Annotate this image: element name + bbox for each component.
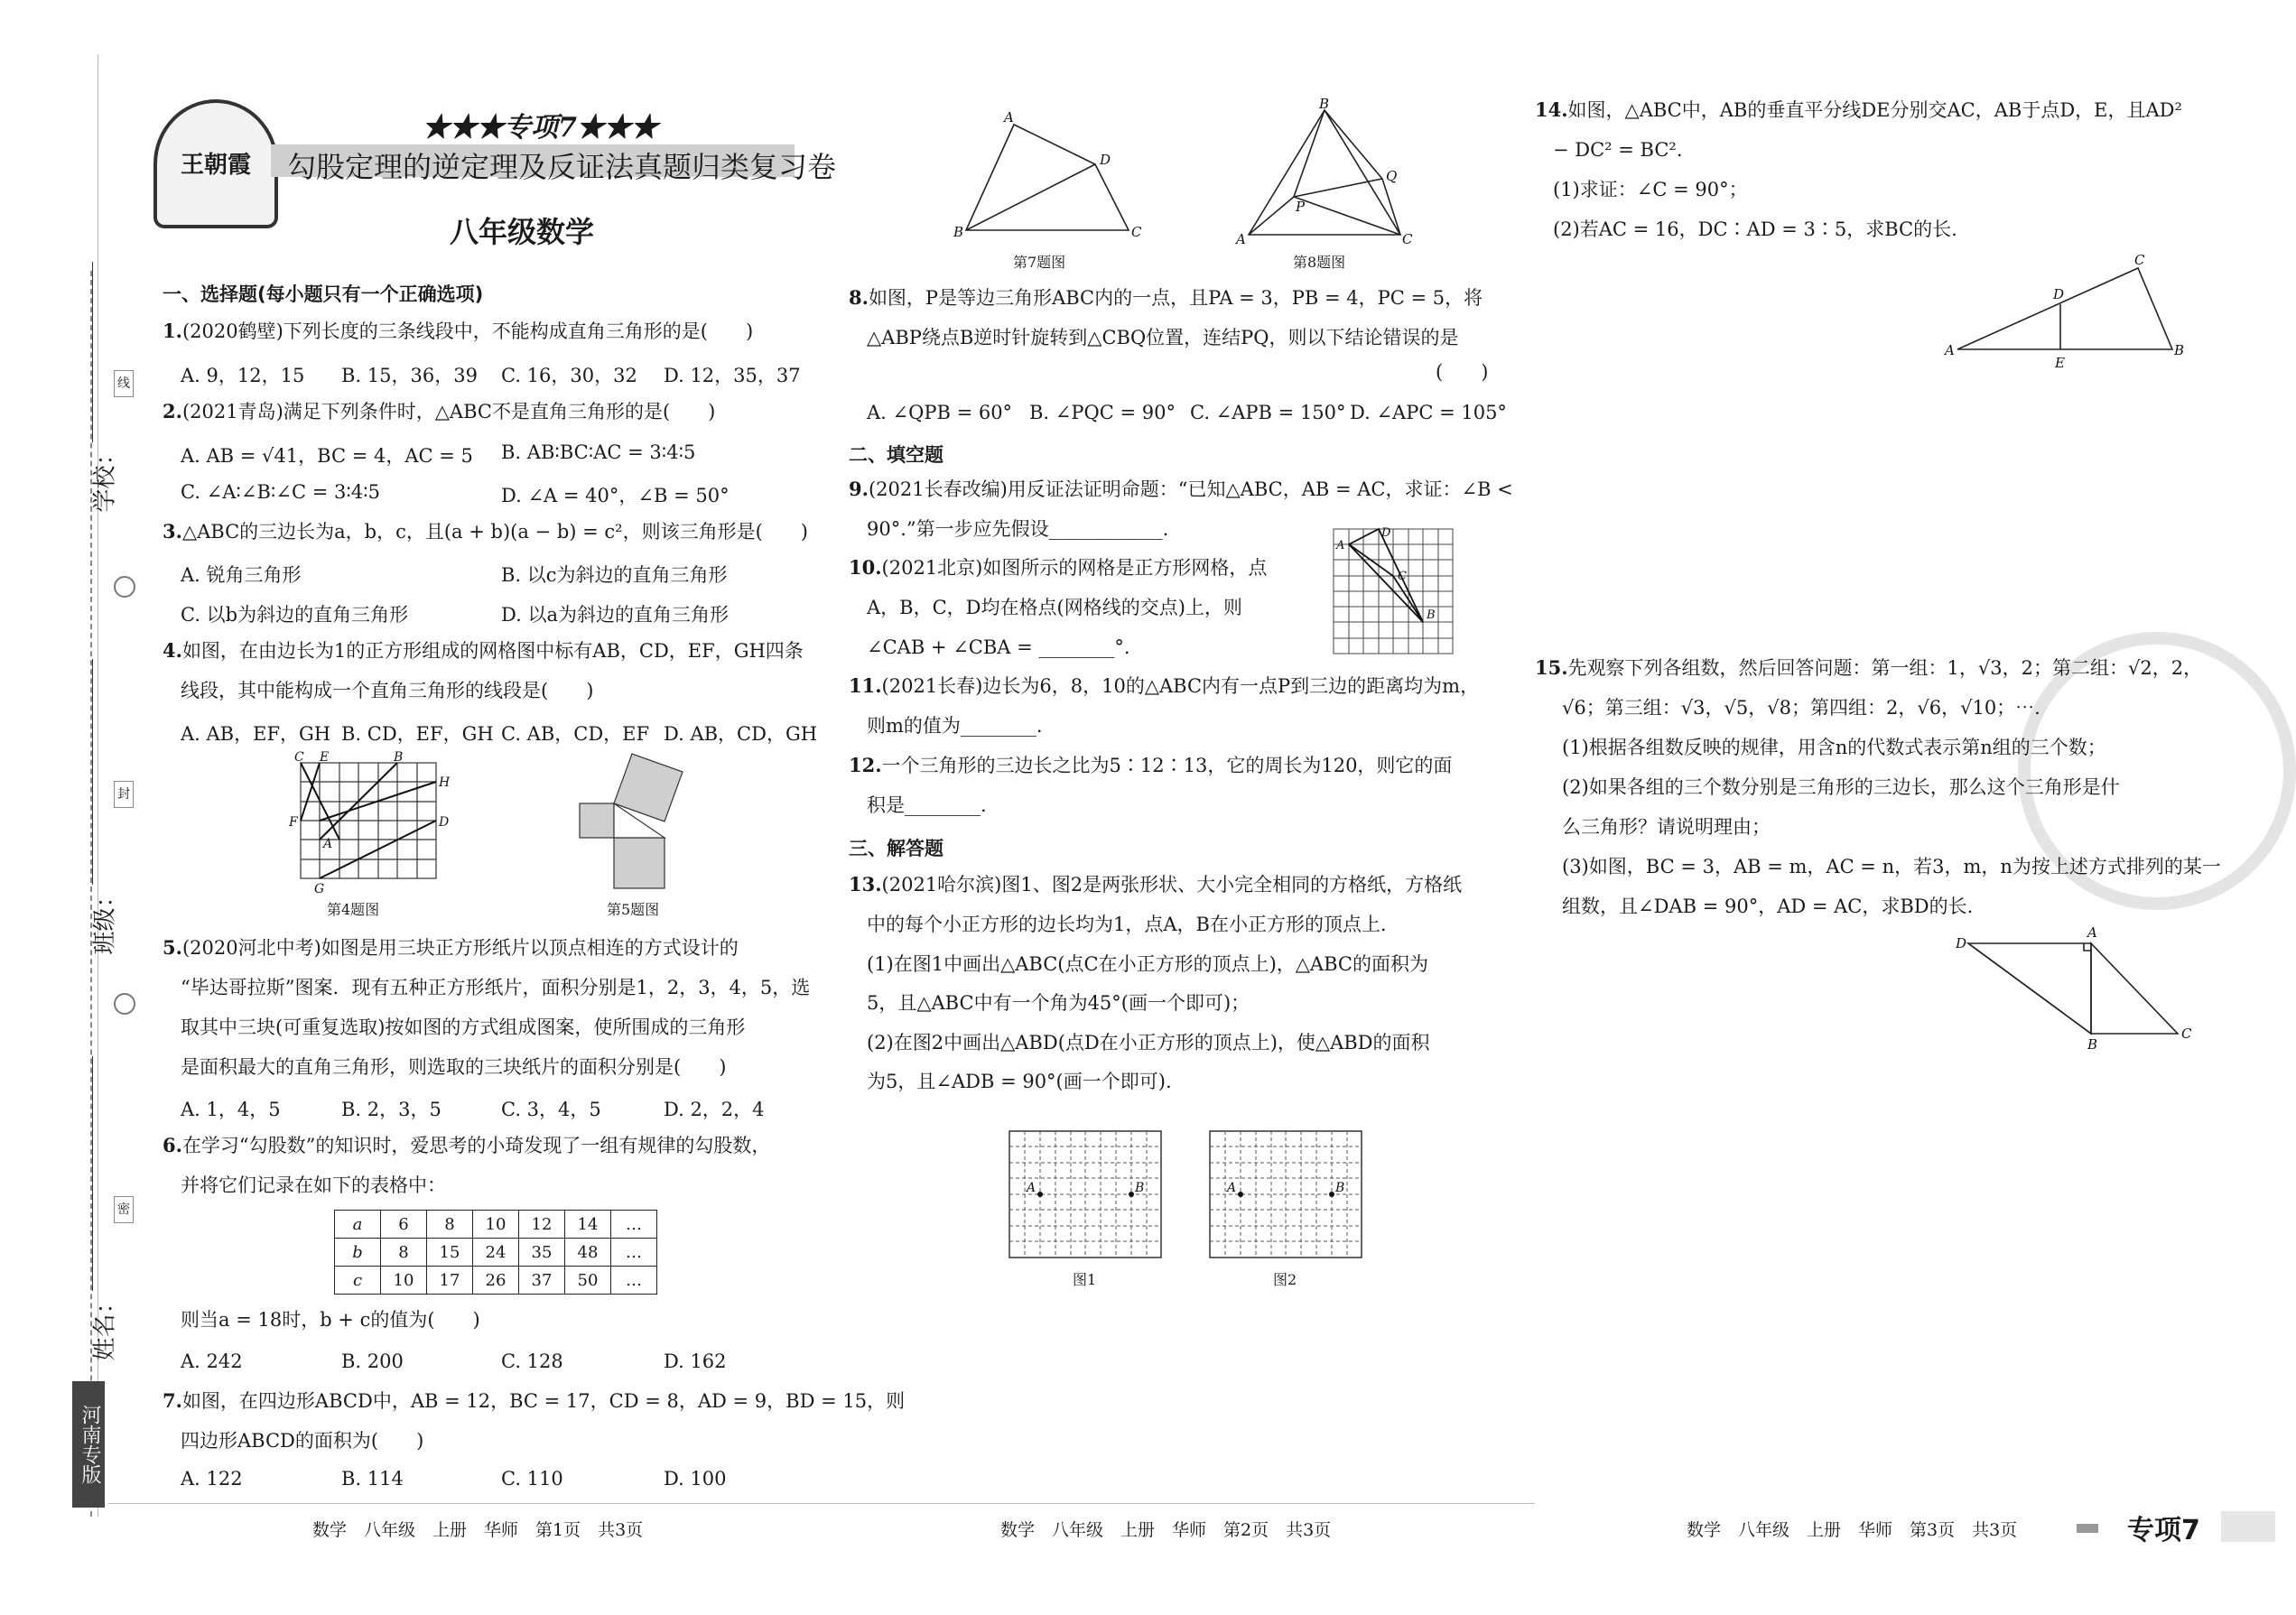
corner-tab — [2221, 1511, 2275, 1542]
figure-10-grid — [1327, 524, 1463, 659]
figure-5-caption: 第5题图 — [607, 901, 660, 918]
svg-text:A: A — [1945, 342, 1955, 358]
question-15-part3: (3)如图，BC = 3，AB = m，AC = n，若3，m，n为按上述方式排列的某一 — [1562, 856, 2221, 877]
binding-hole-icon — [114, 993, 135, 1015]
question-7: 7.如图，在四边形ABCD中，AB = 12，BC = 17，CD = 8，AD = 9，BD = 15，则 — [163, 1389, 906, 1412]
option-b[interactable]: B. ∠PQC = 90° — [1029, 402, 1176, 423]
question-13-line6: 为5，且∠ADB = 90°(画一个即可). — [867, 1071, 1172, 1092]
figure-4-caption: 第4题图 — [327, 901, 380, 918]
figure-14-triangle — [1941, 252, 2194, 375]
svg-text:C: C — [2181, 1026, 2192, 1042]
gutter-mark-seal: 封 — [114, 781, 134, 808]
svg-text:C: C — [2134, 252, 2145, 268]
question-15-part2-line2: 么三角形？请说明理由； — [1562, 816, 1771, 838]
option-c[interactable]: C. 16，30，32 — [501, 365, 637, 386]
svg-text:B: B — [953, 224, 964, 240]
class-field[interactable] — [92, 659, 93, 885]
question-13: 13.(2021哈尔滨)图1、图2是两张形状、大小完全相同的方格纸，方格纸 — [849, 873, 1463, 896]
question-14-part1: (1)求证：∠C = 90°； — [1553, 179, 1748, 200]
svg-text:B: B — [1335, 1181, 1345, 1195]
question-10-line2: A，B，C，D均在格点(网格线的交点)上，则 — [867, 597, 1242, 618]
school-label: 学校： — [91, 441, 119, 513]
question-9: 9.(2021长春改编)用反证法证明命题：“已知△ABC，AB = AC，求证：∠B < — [849, 478, 1513, 500]
question-10-line3[interactable]: ∠CAB + ∠CBA = ________°. — [867, 636, 1130, 658]
figure-7-quadrilateral — [948, 108, 1156, 244]
option-d[interactable]: D. ∠APC = 105° — [1350, 402, 1507, 423]
question-8: 8.如图，P是等边三角形ABC内的一点，且PA = 3，PB = 4，PC = 5，将 — [849, 286, 1483, 309]
corner-block-icon — [2077, 1524, 2098, 1533]
option-b[interactable]: B. 200 — [341, 1350, 404, 1372]
question-5: 5.(2020河北中考)如图是用三块正方形纸片以顶点相连的方式设计的 — [163, 936, 739, 959]
question-10: 10.(2021北京)如图所示的网格是正方形网格，点 — [849, 556, 1268, 579]
svg-text:D: D — [1100, 152, 1111, 168]
figure-8-triangle — [1232, 96, 1413, 253]
name-label: 姓名： — [91, 1290, 119, 1361]
svg-text:A: A — [1236, 231, 1246, 247]
option-d[interactable]: D. 2，2，4 — [664, 1099, 765, 1120]
question-11-line2[interactable]: 则m的值为________. — [867, 715, 1043, 737]
option-b[interactable]: B. 15，36，39 — [341, 365, 478, 386]
svg-text:A: A — [2087, 924, 2097, 941]
question-15: 15.先观察下列各组数，然后回答问题：第一组：1，√3，2；第二组：√2，2， — [1535, 656, 2203, 679]
svg-text:A: A — [1027, 1181, 1036, 1195]
question-5-line2: “毕达哥拉斯”图案．现有五种正方形纸片，面积分别是1，2，3，4，5，选 — [181, 977, 811, 998]
option-c[interactable]: C. 110 — [501, 1468, 563, 1490]
question-15-part3-line2: 组数，且∠DAB = 90°，AD = AC，求BD的长. — [1562, 896, 1974, 917]
option-c[interactable]: C. AB，CD，EF — [501, 723, 650, 745]
footer-page-3: 数学 八年级 上册 华师 第3页 共3页 — [1687, 1520, 2018, 1540]
section-answer: 三、解答题 — [849, 838, 943, 859]
footer-page-1: 数学 八年级 上册 华师 第1页 共3页 — [312, 1520, 644, 1540]
option-a[interactable]: A. AB，EF，GH — [181, 723, 331, 745]
question-11: 11.(2021长春)边长为6，8，10的△ABC内有一点P到三边的距离均为m， — [849, 674, 1480, 697]
option-b[interactable]: B. AB∶BC∶AC = 3∶4∶5 — [501, 441, 696, 463]
question-3: 3.△ABC的三边长为a，b，c，且(a + b)(a − b) = c²，则该三角形是( ) — [163, 520, 808, 543]
svg-text:C: C — [1131, 224, 1142, 240]
question-6-line2: 并将它们记录在如下的表格中： — [181, 1174, 446, 1196]
question-15-part1: (1)根据各组数反映的规律，用含n的代数式表示第n组的三个数； — [1562, 737, 2106, 758]
option-c[interactable]: C. 以b为斜边的直角三角形 — [181, 604, 409, 626]
question-12-line2[interactable]: 积是________. — [867, 794, 987, 816]
question-1: 1.(2020鹤壁)下列长度的三条线段中，不能构成直角三角形的是( ) — [163, 320, 754, 342]
option-c[interactable]: C. ∠A∶∠B∶∠C = 3∶4∶5 — [181, 481, 381, 503]
svg-text:D: D — [2053, 286, 2065, 302]
option-d[interactable]: D. 12，35，37 — [664, 365, 801, 386]
svg-text:D: D — [1381, 526, 1391, 540]
figure-2-caption: 图2 — [1273, 1271, 1297, 1288]
header-stars: ★★★专项7★★★ — [423, 112, 658, 144]
svg-text:C: C — [1398, 570, 1407, 583]
figure-4-grid — [289, 750, 451, 898]
point-label-e: E — [320, 750, 330, 765]
school-field[interactable] — [92, 262, 93, 442]
option-a[interactable]: A. 9，12，15 — [181, 365, 305, 386]
grid-paper-figure-1[interactable] — [1007, 1128, 1165, 1264]
question-8-line2: △ABP绕点B逆时针旋转到△CBQ位置，连结PQ，则以下结论错误的是 — [867, 327, 1459, 348]
corner-tag: 专项7 — [2127, 1515, 2200, 1546]
question-9-line2[interactable]: 90°.”第一步应先假设____________. — [867, 518, 1169, 540]
logo-text: 王朝霞 — [180, 152, 251, 179]
point-label-d: D — [439, 815, 450, 830]
option-c[interactable]: C. 3，4，5 — [501, 1099, 601, 1120]
option-a[interactable]: A. 锐角三角形 — [181, 564, 302, 586]
svg-text:B: B — [1319, 96, 1330, 112]
option-b[interactable]: B. 以c为斜边的直角三角形 — [501, 564, 728, 586]
pythagorean-table — [334, 1210, 657, 1295]
option-d[interactable]: D. 162 — [664, 1350, 727, 1372]
option-a[interactable]: A. 122 — [181, 1468, 243, 1490]
option-b[interactable]: B. 2，3，5 — [341, 1099, 442, 1120]
svg-text:P: P — [1296, 199, 1306, 215]
question-15-line2: √6；第三组：√3，√5，√8；第四组：2，√6，√10；⋯. — [1562, 697, 2040, 719]
svg-text:Q: Q — [1386, 168, 1398, 184]
option-c[interactable]: C. ∠APB = 150° — [1190, 402, 1346, 423]
option-a[interactable]: A. ∠QPB = 60° — [867, 402, 1013, 423]
figure-8-caption: 第8题图 — [1293, 254, 1346, 271]
table-row: a 6 8 10 12 14 … — [335, 1211, 657, 1239]
option-b[interactable]: B. CD，EF，GH — [341, 723, 494, 745]
gutter-mark-line: 线 — [114, 370, 134, 397]
question-13-line4: 5，且△ABC中有一个角为45°(画一个即可)； — [867, 992, 1250, 1014]
class-label: 班级： — [91, 884, 119, 955]
option-b[interactable]: B. 114 — [341, 1468, 404, 1490]
figure-15-triangle — [1950, 921, 2212, 1056]
svg-text:B: B — [1427, 608, 1436, 622]
point-label-f: F — [289, 815, 298, 830]
question-13-line3: (1)在图1中画出△ABC(点C在小正方形的顶点上)，△ABC的面积为 — [867, 953, 1428, 975]
footer-page-2: 数学 八年级 上册 华师 第2页 共3页 — [1000, 1520, 1332, 1540]
question-12: 12.一个三角形的三边长之比为5∶12∶13，它的周长为120，则它的面 — [849, 754, 1453, 776]
svg-text:D: D — [1956, 935, 1967, 951]
question-5-line4: 是面积最大的直角三角形，则选取的三块纸片的面积分别是( ) — [181, 1056, 727, 1078]
point-label-c: C — [294, 750, 304, 765]
name-field[interactable] — [92, 1056, 93, 1291]
point-label-b: B — [394, 750, 404, 765]
question-14-part2: (2)若AC = 16，DC∶AD = 3∶5，求BC的长. — [1553, 218, 1957, 240]
answer-bracket[interactable]: ( ) — [1436, 361, 1489, 383]
svg-text:A: A — [1336, 539, 1345, 552]
question-14: 14.如图，△ABC中，AB的垂直平分线DE分别交AC，AB于点D，E，且AD² — [1535, 98, 2182, 121]
gutter-mark-secret: 密 — [114, 1196, 134, 1223]
section-fill: 二、填空题 — [849, 444, 943, 466]
option-c[interactable]: C. 128 — [501, 1350, 563, 1372]
question-13-line2: 中的每个小正方形的边长均为1，点A，B在小正方形的顶点上． — [867, 914, 1399, 935]
binding-hole-icon — [114, 576, 135, 598]
svg-text:C: C — [1402, 231, 1413, 247]
option-d[interactable]: D. ∠A = 40°，∠B = 50° — [501, 485, 730, 506]
question-4: 4.如图，在由边长为1的正方形组成的网格图中标有AB，CD，EF，GH四条 — [163, 639, 804, 662]
page-subtitle: 八年级数学 — [450, 215, 595, 249]
figure-5-squares — [578, 754, 713, 898]
table-row: c 10 17 26 37 50 … — [335, 1267, 657, 1295]
svg-text:B: B — [2087, 1036, 2098, 1053]
table-row: b 8 15 24 35 48 … — [335, 1239, 657, 1267]
question-5-line3: 取其中三块(可重复选取)按如图的方式组成图案，使所围成的三角形 — [181, 1016, 746, 1038]
option-a[interactable]: A. 1，4，5 — [181, 1099, 281, 1120]
question-14-line2: − DC² = BC². — [1553, 139, 1683, 161]
edition-badge: 河南专版 — [72, 1381, 105, 1508]
footer-rule — [108, 1503, 1535, 1504]
question-7-line2: 四边形ABCD的面积为( ) — [181, 1430, 424, 1452]
svg-text:A: A — [1004, 109, 1014, 125]
figure-1-caption: 图1 — [1073, 1271, 1097, 1288]
page-title: 勾股定理的逆定理及反证法真题归类复习卷 — [287, 150, 837, 184]
option-a[interactable]: A. AB = √41，BC = 4，AC = 5 — [181, 445, 473, 467]
point-label-a: A — [323, 837, 333, 851]
figure-7-caption: 第7题图 — [1013, 254, 1066, 271]
option-d[interactable]: D. 100 — [664, 1468, 727, 1490]
question-2: 2.(2021青岛)满足下列条件时，△ABC不是直角三角形的是( ) — [163, 400, 716, 422]
svg-text:A: A — [1227, 1181, 1237, 1195]
brand-logo — [153, 99, 278, 228]
question-6: 6.在学习“勾股数”的知识时，爱思考的小琦发现了一组有规律的勾股数， — [163, 1134, 771, 1156]
svg-text:E: E — [2055, 355, 2065, 371]
point-label-h: H — [439, 775, 451, 790]
svg-text:B: B — [2174, 342, 2185, 358]
question-15-part2: (2)如果各组的三个数分别是三角形的三边长，那么这个三角形是什 — [1562, 776, 2120, 798]
grid-paper-figure-2[interactable] — [1207, 1128, 1365, 1264]
section-choice: 一、选择题(每小题只有一个正确选项) — [163, 283, 484, 305]
question-13-line5: (2)在图2中画出△ABD(点D在小正方形的顶点上)，使△ABD的面积 — [867, 1032, 1430, 1053]
option-a[interactable]: A. 242 — [181, 1350, 243, 1372]
question-6-after: 则当a = 18时，b + c的值为( ) — [181, 1309, 480, 1331]
question-4-line2: 线段，其中能构成一个直角三角形的线段是( ) — [181, 680, 594, 701]
point-label-g: G — [314, 882, 325, 896]
option-d[interactable]: D. AB，CD，GH — [664, 723, 818, 745]
option-d[interactable]: D. 以a为斜边的直角三角形 — [501, 604, 729, 626]
svg-text:B: B — [1135, 1181, 1145, 1195]
